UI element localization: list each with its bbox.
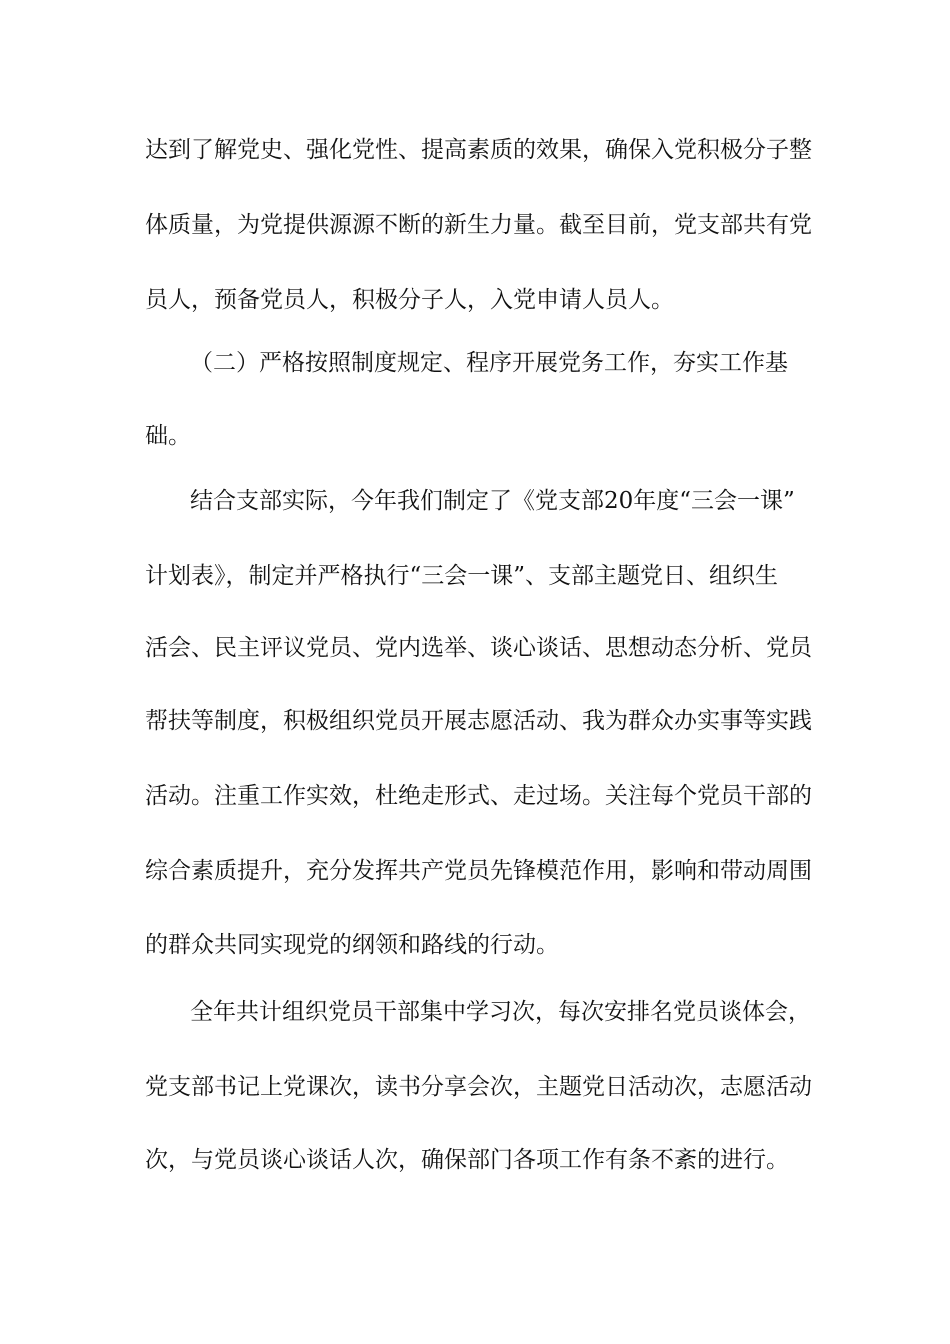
- paragraph-3-line-3: 次，与党员谈心谈话人次，确保部门各项工作有条不紊的进行。: [145, 1147, 789, 1173]
- section-heading-line-2: 础。: [145, 423, 191, 449]
- section-heading-line-1: （二）严格按照制度规定、程序开展党务工作，夯实工作基: [190, 350, 788, 376]
- paragraph-2-line-3: 活会、民主评议党员、党内选举、谈心谈话、思想动态分析、党员: [145, 635, 812, 661]
- paragraph-2-line-7: 的群众共同实现党的纲领和路线的行动。: [145, 932, 559, 958]
- paragraph-2-line-6: 综合素质提升，充分发挥共产党员先锋模范作用，影响和带动周围: [145, 858, 812, 884]
- paragraph-3-line-1: 全年共计组织党员干部集中学习次，每次安排名党员谈体会，: [190, 999, 811, 1025]
- paragraph-2-line-5: 活动。注重工作实效，杜绝走形式、走过场。关注每个党员干部的: [145, 783, 812, 809]
- paragraph-1-line-3: 员人，预备党员人，积极分子人，入党申请人员人。: [145, 287, 674, 313]
- paragraph-3-line-2: 党支部书记上党课次，读书分享会次，主题党日活动次，志愿活动: [145, 1074, 812, 1100]
- paragraph-2-line-2: 计划表》，制定并严格执行“三会一课”、支部主题党日、组织生: [145, 563, 779, 589]
- paragraph-1-line-2: 体质量，为党提供源源不断的新生力量。截至目前，党支部共有党: [145, 212, 812, 238]
- paragraph-1-line-1: 达到了解党史、强化党性、提高素质的效果，确保入党积极分子整: [145, 137, 812, 163]
- paragraph-2-line-4: 帮扶等制度，积极组织党员开展志愿活动、我为群众办实事等实践: [145, 708, 812, 734]
- paragraph-2-line-1: 结合支部实际，今年我们制定了《党支部20年度“三会一课”: [190, 488, 795, 514]
